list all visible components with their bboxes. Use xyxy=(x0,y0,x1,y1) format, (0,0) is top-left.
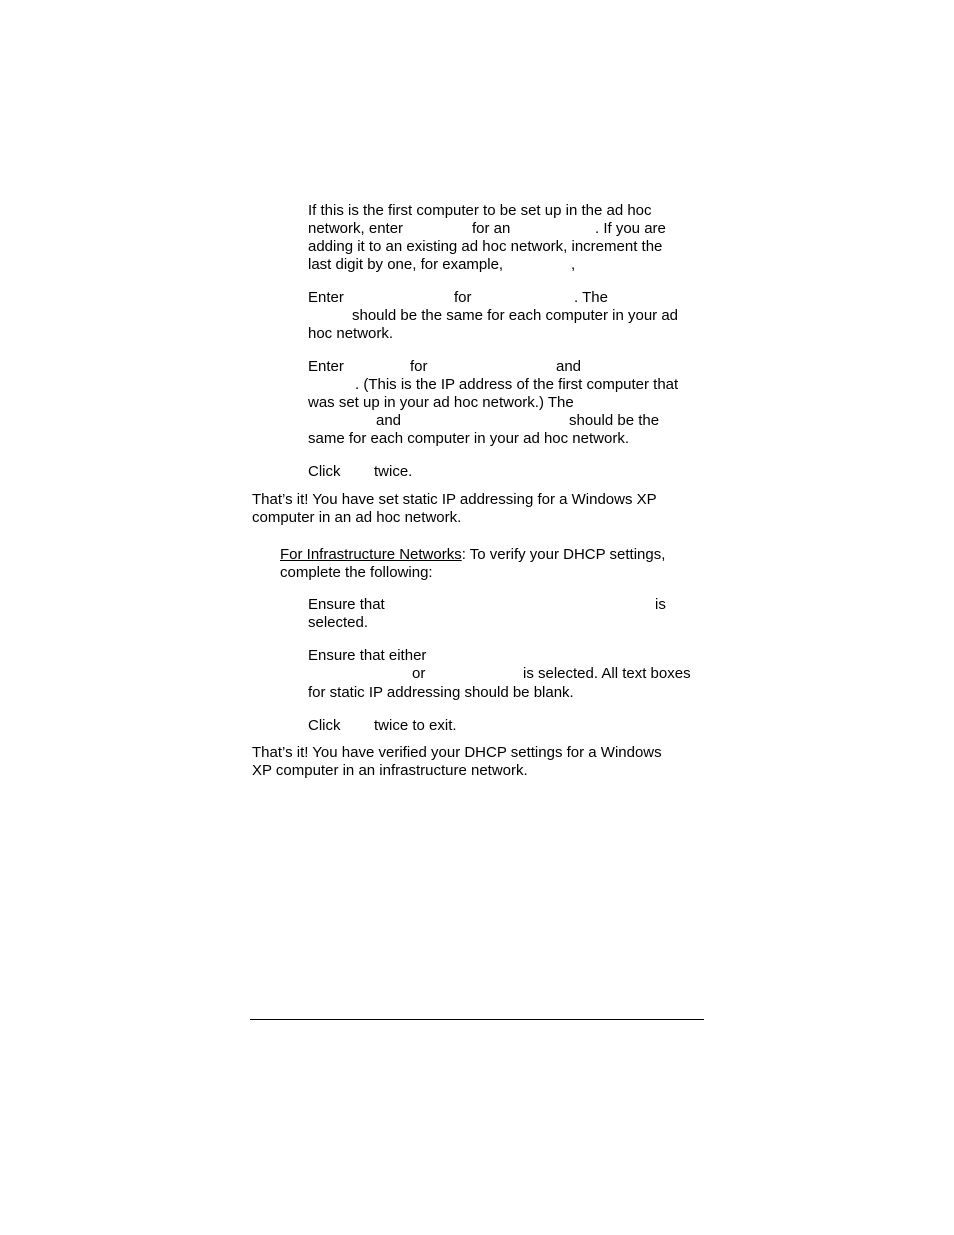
summary-static-line-1: That’s it! You have set static IP addressing for a Windows XP xyxy=(252,491,657,508)
step-adhoc-ip-line-2a: network, enter xyxy=(308,220,404,237)
step-ensure-2-line-2b: is selected. All text boxes xyxy=(523,665,691,682)
step-click-ok-2-a: Click xyxy=(308,717,341,734)
step-gateway-line-1c: and xyxy=(556,358,582,375)
summary-static-line-2: computer in an ad hoc network. xyxy=(252,509,462,526)
infrastructure-networks-heading: For Infrastructure Networks xyxy=(280,546,462,563)
step-ensure-1-line-1a: Ensure that xyxy=(308,596,385,613)
step-click-ok-1-b: twice. xyxy=(374,463,413,480)
infrastructure-line-2: complete the following: xyxy=(280,564,433,581)
infrastructure-line-1-rest: : To verify your DHCP settings, xyxy=(461,546,666,563)
step-subnet-line-1c: . The xyxy=(574,289,608,306)
step-ensure-2-line-2a: or xyxy=(412,665,426,682)
summary-dhcp-line-2: XP computer in an infrastructure network. xyxy=(252,762,528,779)
step-ensure-1-line-1b: is xyxy=(655,596,666,613)
step-subnet-line-2: should be the same for each computer in your ad xyxy=(352,307,679,324)
step-gateway-line-1a: Enter xyxy=(308,358,344,375)
step-ensure-2-line-1: Ensure that either xyxy=(308,647,427,664)
step-adhoc-ip-line-3: adding it to an existing ad hoc network, increment the xyxy=(308,238,663,255)
step-gateway-line-3: was set up in your ad hoc network.) The xyxy=(308,394,574,411)
step-adhoc-ip-line-1: If this is the first computer to be set up in the ad hoc xyxy=(308,202,652,219)
step-gateway-line-4b: should be the xyxy=(569,412,660,429)
step-gateway-line-1b: for xyxy=(410,358,428,375)
step-adhoc-ip-line-4b: , xyxy=(571,256,576,273)
step-ensure-2-line-3: for static IP addressing should be blank. xyxy=(308,684,574,701)
step-ensure-1-line-2: selected. xyxy=(308,614,369,631)
step-adhoc-ip-line-4a: last digit by one, for example, xyxy=(308,256,504,273)
step-subnet-line-3: hoc network. xyxy=(308,325,394,342)
step-click-ok-1-a: Click xyxy=(308,463,341,480)
infrastructure-line-1 xyxy=(280,546,665,564)
step-gateway-line-5: same for each computer in your ad hoc network. xyxy=(308,430,629,447)
step-adhoc-ip-line-2b: for an xyxy=(472,220,511,237)
step-subnet-line-1b: for xyxy=(454,289,472,306)
step-gateway-line-2: . (This is the IP address of the first computer that xyxy=(355,376,679,393)
step-adhoc-ip-line-2c: . If you are xyxy=(595,220,666,237)
footer-rule xyxy=(250,1019,704,1020)
summary-dhcp-line-1: That’s it! You have verified your DHCP settings for a Windows xyxy=(252,744,662,761)
step-click-ok-2-b: twice to exit. xyxy=(374,717,457,734)
step-subnet-line-1a: Enter xyxy=(308,289,344,306)
step-gateway-line-4a: and xyxy=(376,412,402,429)
